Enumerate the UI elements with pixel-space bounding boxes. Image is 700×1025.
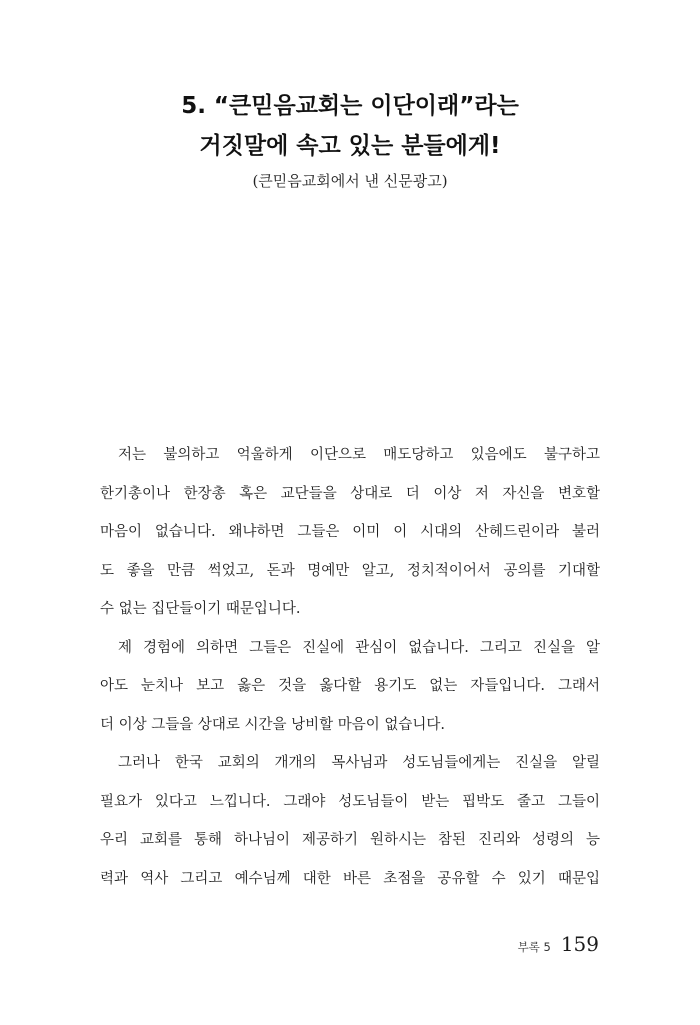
paragraph-1-line-1: 저는 불의하고 억울하게 이단으로 매도당하고 있음에도 불구하고 [118, 447, 600, 463]
paragraph-3-line-3: 우리 교회를 통해 하나님이 제공하기 원하시는 참된 진리와 성령의 능 [100, 832, 600, 848]
paragraph-2-line-2: 아도 눈치나 보고 옳은 것을 옳다할 용기도 없는 자들입니다. 그래서 [100, 678, 600, 694]
section-subtitle: (큰믿음교회에서 낸 신문광고) [252, 172, 448, 190]
paragraph-2-line-3: 더 이상 그들을 상대로 시간을 낭비할 마음이 없습니다. [100, 716, 446, 733]
paragraph-3-line-1: 그러나 한국 교회의 개개의 목사님과 성도님들에게는 진실을 알릴 [118, 755, 600, 771]
paragraph-1-line-4: 도 좋을 만큼 썩었고, 돈과 명예만 알고, 정치적이어서 공의를 기대할 [100, 562, 600, 579]
body-text [100, 436, 600, 898]
paragraph-2-line-1: 제 경험에 의하면 그들은 진실에 관심이 없습니다. 그리고 진실을 알 [118, 639, 600, 656]
page-footer [518, 932, 599, 956]
page-number: 159 [560, 932, 599, 956]
paragraph-1-line-2: 한기총이나 한장총 혹은 교단들을 상대로 더 이상 저 자신을 변호할 [100, 485, 600, 502]
paragraph-3-line-2: 필요가 있다고 느낍니다. 그래야 성도님들이 받는 핍박도 줄고 그들이 [100, 793, 600, 810]
section-heading [0, 86, 700, 194]
section-title-line-2: 거짓말에 속고 있는 분들에게! [199, 133, 501, 159]
paragraph-1-line-5: 수 없는 집단들이기 때문입니다. [100, 601, 301, 617]
paragraph-3-line-4: 력과 역사 그리고 예수님께 대한 바른 초점을 공유할 수 있기 때문입 [100, 870, 600, 887]
section-title-line-1: 5. “큰믿음교회는 이단이래”라는 [181, 93, 519, 119]
running-footer-label: 부록 5 [517, 940, 551, 954]
paragraph-1-line-3: 마음이 없습니다. 왜냐하면 그들은 이미 이 시대의 산헤드린이라 불러 [100, 524, 600, 540]
